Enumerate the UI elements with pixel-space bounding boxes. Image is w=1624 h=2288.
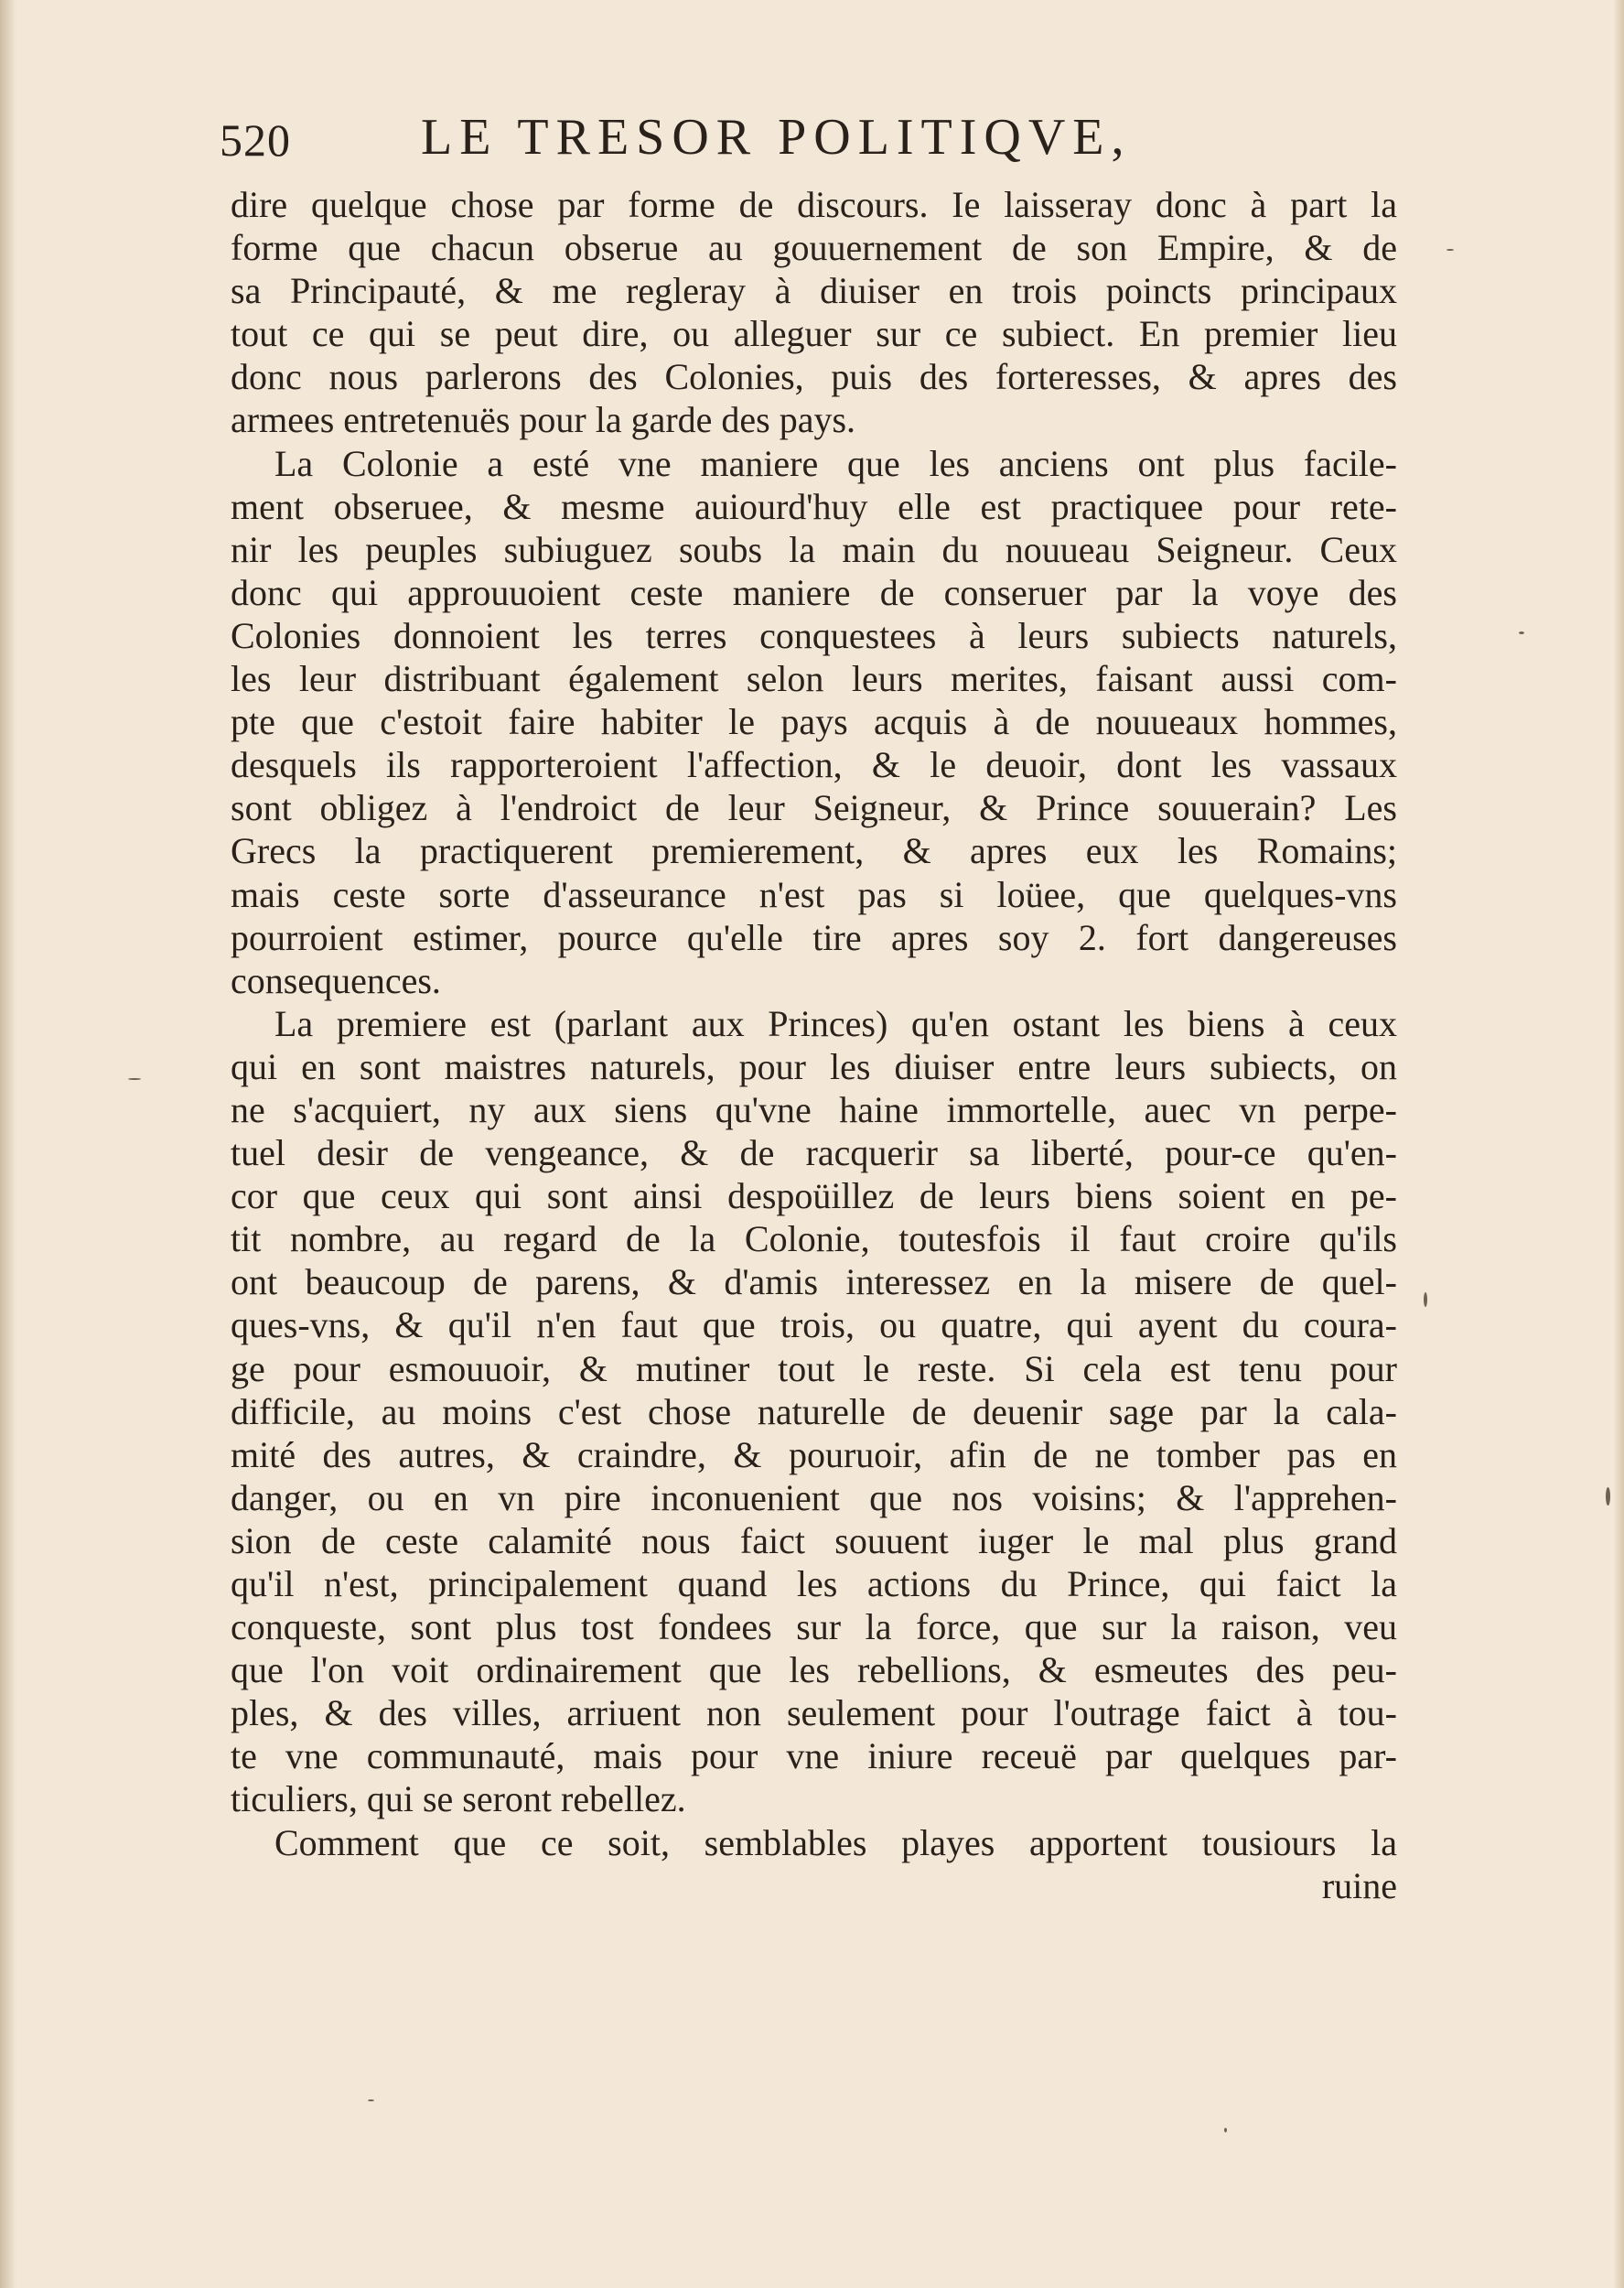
text-line: La Colonie a esté vne maniere que les anciens ont plus facile- [274,442,1397,484]
paper-speck [1424,1292,1427,1307]
text-line: ques-vns, & qu'il n'en faut que trois, ou quatre, qui ayent du coura- [231,1304,1397,1346]
text-line: armees entretenuës pour la garde des pays. [231,399,856,441]
text-line: pte que c'estoit faire habiter le pays acquis à de nouueaux hommes, [231,701,1397,743]
text-line: sion de ceste calamité nous faict souuent iuger le mal plus grand [231,1519,1397,1561]
text-line: sa Principauté, & me regleray à diuiser en trois poincts principaux [231,270,1397,312]
text-line: qu'il n'est, principalement quand les actions du Prince, qui faict la [231,1563,1397,1604]
text-line: conqueste, sont plus tost fondees sur la force, que sur la raison, veu [231,1606,1397,1648]
text-line: tit nombre, au regard de la Colonie, toutesfois il faut croire qu'ils [231,1218,1397,1260]
text-line: que l'on voit ordinairement que les rebellions, & esmeutes des peu- [231,1649,1397,1691]
page-number: 520 [220,114,291,166]
text-line: te vne communauté, mais pour vne iniure receuë par quelques par- [231,1735,1397,1777]
text-line: ont beaucoup de parens, & d'amis interessez en la misere de quel- [231,1261,1397,1303]
text-line: pourroient estimer, pource qu'elle tire apres soy 2. fort dangereuses [231,916,1397,958]
body-text [231,183,1397,1907]
paper-speck [1224,2128,1227,2132]
text-line: La premiere est (parlant aux Princes) qu'en ostant les biens à ceux [274,1002,1397,1044]
text-line: consequences. [231,959,441,1001]
text-line: qui en sont maistres naturels, pour les diuiser entre leurs subiects, on [231,1045,1397,1087]
text-line: donc qui approuuoient ceste maniere de conseruer par la voye des [231,571,1397,613]
running-title: LE TRESOR POLITIQVE, [421,109,1132,166]
text-line: Comment que ce soit, semblables playes apportent tousiours la [274,1821,1397,1863]
text-line: sont obligez à l'endroict de leur Seigneur, & Prince souuerain? Les [231,787,1397,829]
text-line: les leur distribuant également selon leurs merites, faisant aussi com- [231,658,1397,700]
text-line: Colonies donnoient les terres conquestees à leurs subiects naturels, [231,614,1397,656]
text-line: mais ceste sorte d'asseurance n'est pas si loüee, que quelques-vns [231,873,1397,915]
text-line: ticuliers, qui se seront rebellez. [231,1778,686,1820]
text-line: difficile, au moins c'est chose naturelle de deuenir sage par la cala- [231,1390,1397,1432]
text-line: forme que chacun obserue au gouuernement de son Empire, & de [231,227,1397,269]
catchword: ruine [1321,1864,1397,1906]
text-line: mité des autres, & craindre, & pouruoir, afin de ne tomber pas en [231,1433,1397,1475]
paper-speck [368,2099,374,2101]
text-line: nir les peuples subiuguez soubs la main du nouueau Seigneur. Ceux [231,528,1397,570]
paper-speck [1519,631,1524,634]
text-line: dire quelque chose par forme de discours. Ie laisseray donc à part la [231,184,1397,225]
text-line: donc nous parlerons des Colonies, puis des forteresses, & apres des [231,356,1397,398]
text-line: tuel desir de vengeance, & de racquerir sa liberté, pour-ce qu'en- [231,1132,1397,1174]
paper-speck [128,1078,141,1080]
text-line: tout ce qui se peut dire, ou alleguer sur ce subiect. En premier lieu [231,313,1397,355]
page-edge [1613,0,1624,2288]
paper-speck [1606,1487,1610,1506]
page-header [220,108,1235,181]
text-line: desquels ils rapporteroient l'affection, & le deuoir, dont les vassaux [231,744,1397,786]
text-line: ples, & des villes, arriuent non seulement pour l'outrage faict à tou- [231,1692,1397,1734]
text-line: cor que ceux qui sont ainsi despoüillez de leurs biens soient en pe- [231,1175,1397,1217]
text-line: ment obseruee, & mesme auiourd'huy elle est practiquee pour rete- [231,485,1397,527]
text-line: Grecs la practiquerent premierement, & apres eux les Romains; [231,830,1397,872]
gutter-shadow [0,0,16,2288]
text-line: danger, ou en vn pire inconuenient que nos voisins; & l'apprehen- [231,1476,1397,1518]
text-line: ge pour esmouuoir, & mutiner tout le reste. Si cela est tenu pour [231,1347,1397,1389]
text-line: ne s'acquiert, ny aux siens qu'vne haine immortelle, auec vn perpe- [231,1088,1397,1130]
paper-speck [1447,249,1454,251]
